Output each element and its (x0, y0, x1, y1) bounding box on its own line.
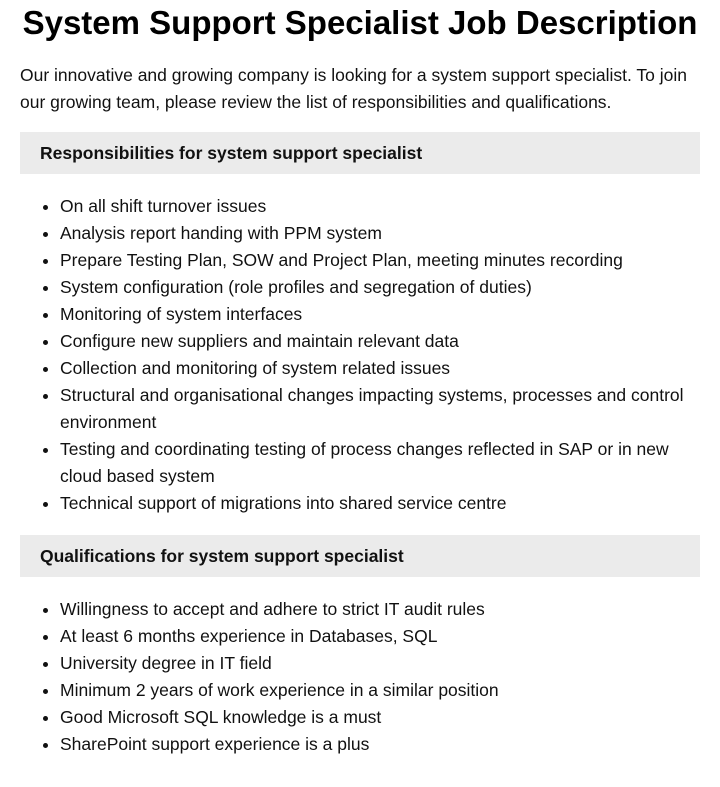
page-title: System Support Specialist Job Description (22, 4, 698, 41)
responsibilities-heading: Responsibilities for system support specialist (20, 132, 700, 174)
responsibilities-list (20, 193, 700, 517)
responsibility-item: • Structural and organisational changes impacting systems, processes and control environment (60, 382, 700, 436)
qualification-item: • SharePoint support experience is a plus (60, 731, 700, 758)
qualifications-heading: Qualifications for system support specialist (20, 535, 700, 577)
qualification-item: • Willingness to accept and adhere to strict IT audit rules (60, 596, 700, 623)
responsibility-item: • Analysis report handing with PPM system (60, 220, 700, 247)
intro-paragraph: Our innovative and growing company is looking for a system support specialist. To join our growing team, please review the list of responsibilities and qualifications. (20, 65, 687, 112)
responsibility-item: • Configure new suppliers and maintain relevant data (60, 328, 700, 355)
responsibility-item: • Collection and monitoring of system related issues (60, 355, 700, 382)
responsibility-item: • Testing and coordinating testing of process changes reflected in SAP or in new cloud based system (60, 436, 700, 490)
responsibility-item: • Prepare Testing Plan, SOW and Project Plan, meeting minutes recording (60, 247, 700, 274)
responsibility-item: • System configuration (role profiles and segregation of duties) (60, 274, 700, 301)
qualification-item: • Minimum 2 years of work experience in a similar position (60, 677, 700, 704)
qualification-item: • Good Microsoft SQL knowledge is a must (60, 704, 700, 731)
responsibility-item: • On all shift turnover issues (60, 193, 700, 220)
responsibility-item: • Technical support of migrations into shared service centre (60, 490, 700, 517)
qualification-item: • At least 6 months experience in Databases, SQL (60, 623, 700, 650)
qualifications-list (20, 596, 700, 758)
qualification-item: • University degree in IT field (60, 650, 700, 677)
responsibility-item: • Monitoring of system interfaces (60, 301, 700, 328)
